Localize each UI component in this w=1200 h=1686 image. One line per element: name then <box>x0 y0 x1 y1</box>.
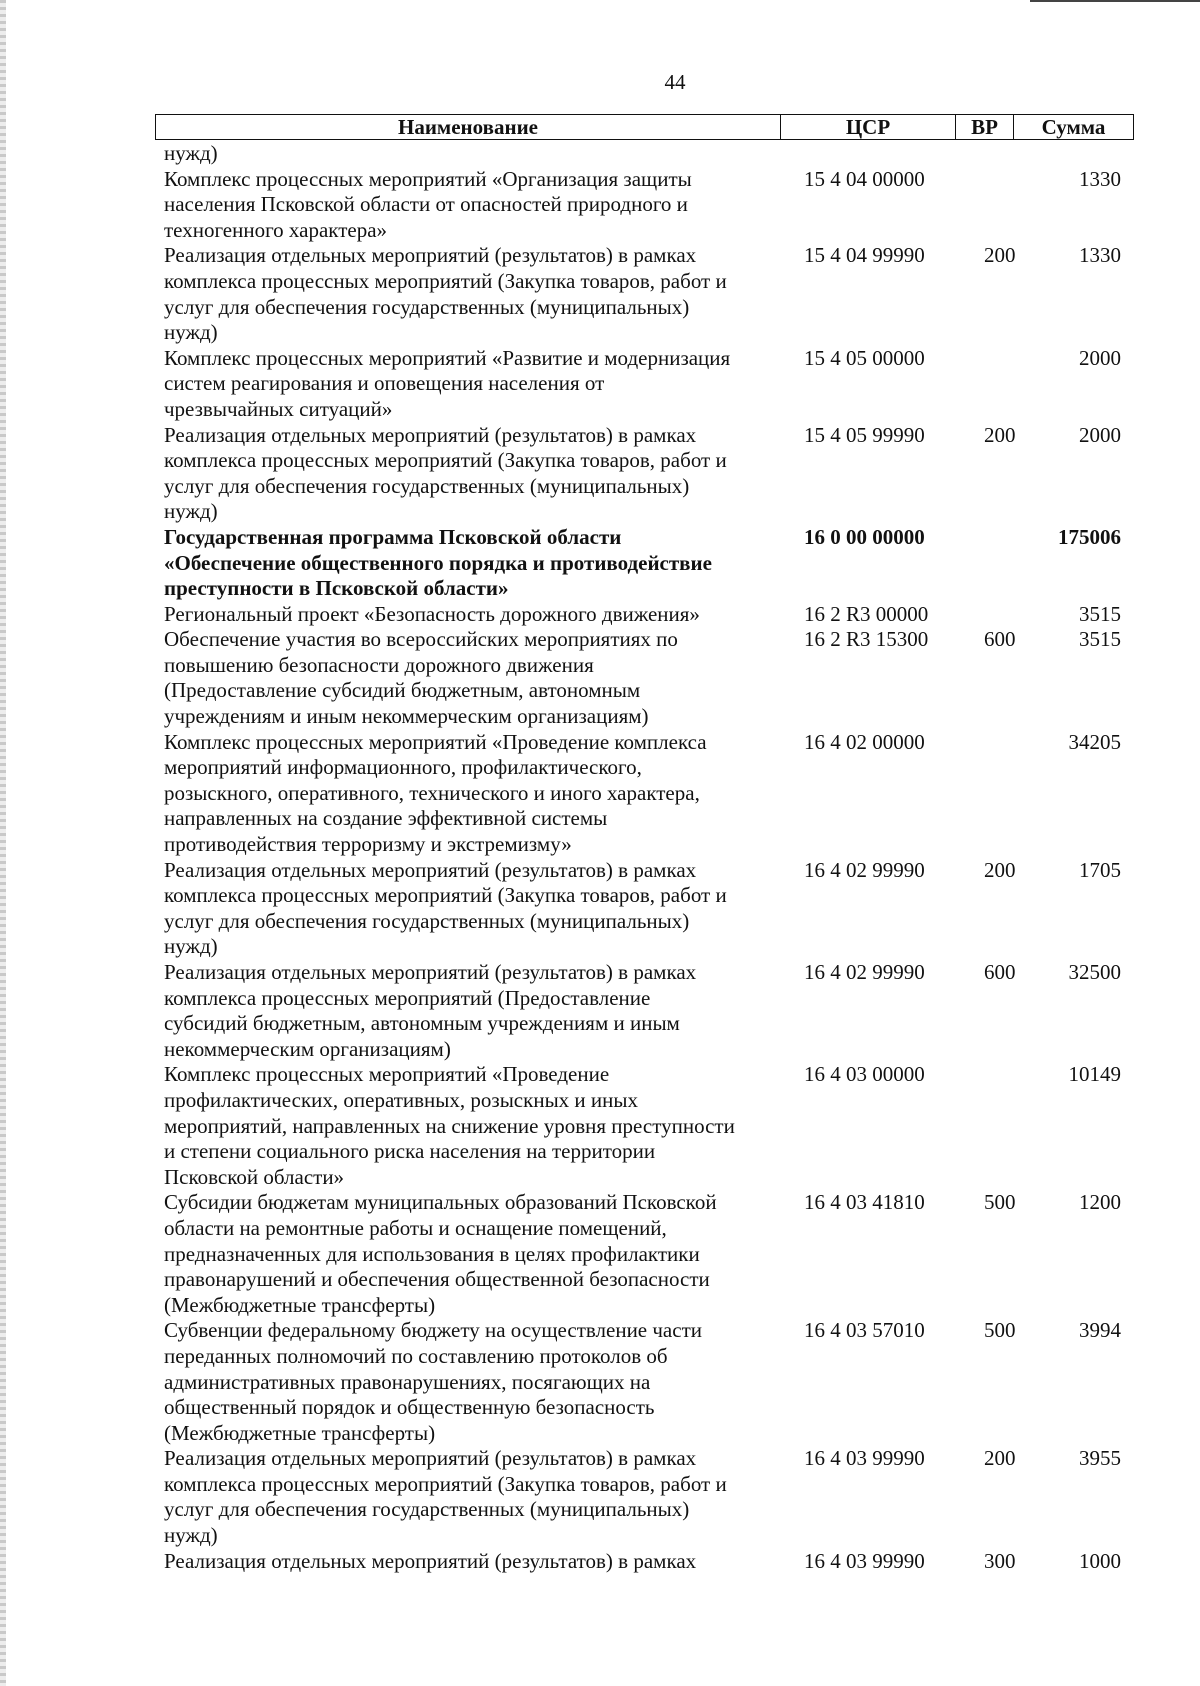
row-csr: 15 4 04 00000 <box>804 166 925 191</box>
row-sum: 3955 <box>1079 1446 1121 1471</box>
row-name: Комплекс процессных мероприятий «Организация защиты населения Псковской области от опасностей природного и техногенного характера» <box>164 166 692 242</box>
row-name: Региональный проект «Безопасность дорожного движения» <box>164 601 700 626</box>
row-csr: 16 4 02 00000 <box>804 729 925 754</box>
table-row <box>164 141 1124 167</box>
row-sum: 1330 <box>1079 166 1121 191</box>
table-body <box>164 141 1124 1574</box>
row-vr: 600 <box>984 627 1016 652</box>
row-sum: 32500 <box>1068 960 1121 984</box>
row-csr: 16 4 03 99990 <box>804 1446 925 1471</box>
row-sum: 34205 <box>1068 729 1121 754</box>
row-name: Обеспечение участия во всероссийских мероприятиях по повышению безопасности дорожного движения (Предоставление субсидий бюджетным, автономным учреждениям и иным некоммерческим организациям) <box>164 627 678 729</box>
table-row <box>164 525 1124 602</box>
header-csr: ЦСР <box>781 115 956 139</box>
table-row <box>164 346 1124 423</box>
table-row <box>164 960 1124 1062</box>
row-name: Комплекс процессных мероприятий «Проведение профилактических, оперативных, розыскных и иных мероприятий, направленных на снижение уровня преступности и степени социального риска населения на территории Псковской области» <box>164 1062 735 1189</box>
row-sum: 3515 <box>1079 627 1121 652</box>
row-name: Субвенции федеральному бюджету на осуществление части переданных полномочий по составлению протоколов об административных правонарушениях, посягающих на общественный порядок и общественную безопасность (Межбюджетные трансферты) <box>164 1318 702 1445</box>
row-vr: 200 <box>984 1446 1016 1471</box>
top-edge-rule <box>1030 0 1200 2</box>
table-row <box>164 1446 1124 1548</box>
table-row <box>164 423 1124 525</box>
row-csr: 16 4 02 99990 <box>804 960 925 984</box>
row-csr: 16 2 R3 00000 <box>804 601 929 626</box>
row-csr: 16 4 03 99990 <box>804 1548 925 1573</box>
row-csr: 16 0 00 00000 <box>804 524 925 549</box>
table-row <box>164 167 1124 244</box>
row-sum: 1000 <box>1079 1548 1121 1573</box>
row-vr: 600 <box>984 960 1016 984</box>
row-name: Субсидии бюджетам муниципальных образований Псковской области на ремонтные работы и оснащение помещений, предназначенных для использования в целях профилактики правонарушений и обеспечения общественной безопасности (Межбюджетные трансферты) <box>164 1190 717 1317</box>
row-sum: 10149 <box>1068 1062 1121 1087</box>
row-sum: 3994 <box>1079 1318 1121 1343</box>
row-vr: 200 <box>984 422 1016 447</box>
page-number: 44 <box>664 70 686 94</box>
row-name: Комплекс процессных мероприятий «Проведение комплекса мероприятий информационного, профилактического, розыскного, оперативного, технического и иного характера, направленных на создание эффективной системы противодействия терроризму и экстремизму» <box>164 729 707 857</box>
row-vr: 300 <box>984 1548 1016 1573</box>
row-name: Реализация отдельных мероприятий (результатов) в рамках комплекса процессных мероприятий (Закупка товаров, работ и услуг для обеспечения государственных (муниципальных) нужд) <box>164 1446 727 1548</box>
row-sum: 1200 <box>1079 1190 1121 1215</box>
row-csr: 15 4 04 99990 <box>804 243 925 268</box>
row-vr: 500 <box>984 1318 1016 1343</box>
row-name: Реализация отдельных мероприятий (результатов) в рамках комплекса процессных мероприятий (Закупка товаров, работ и услуг для обеспечения государственных (муниципальных) нужд) <box>164 857 727 959</box>
header-vr: ВР <box>956 115 1014 139</box>
table-row <box>164 627 1124 729</box>
row-sum: 2000 <box>1079 345 1121 370</box>
table-row <box>164 1318 1124 1446</box>
row-csr: 16 4 03 00000 <box>804 1062 925 1087</box>
table-row <box>164 1062 1124 1190</box>
row-csr: 15 4 05 99990 <box>804 422 925 447</box>
table-row <box>164 858 1124 960</box>
header-sum: Сумма <box>1041 115 1106 139</box>
table-row <box>164 243 1124 345</box>
scan-left-edge <box>0 0 6 1686</box>
row-sum: 3515 <box>1079 601 1121 626</box>
table-row <box>164 1190 1124 1318</box>
row-sum: 1705 <box>1079 857 1121 882</box>
row-csr: 16 4 03 57010 <box>804 1318 925 1343</box>
row-name: Реализация отдельных мероприятий (результатов) в рамках <box>164 1548 697 1573</box>
row-csr: 16 4 02 99990 <box>804 857 925 882</box>
table-row <box>164 602 1124 628</box>
row-vr: 200 <box>984 857 1016 882</box>
row-name: Государственная программа Псковской области «Обеспечение общественного порядка и противодействие преступности в Псковской области» <box>164 524 712 601</box>
row-csr: 15 4 05 00000 <box>804 345 925 370</box>
row-sum: 2000 <box>1079 422 1121 447</box>
row-sum: 175006 <box>1058 524 1121 549</box>
row-name: нужд) <box>164 141 218 165</box>
row-name: Реализация отдельных мероприятий (результатов) в рамках комплекса процессных мероприятий (Закупка товаров, работ и услуг для обеспечения государственных (муниципальных) нужд) <box>164 243 727 345</box>
row-name: Реализация отдельных мероприятий (результатов) в рамках комплекса процессных мероприятий (Предоставление субсидий бюджетным, автономным учреждениям и иным некоммерческим организациям) <box>164 960 697 1061</box>
row-name: Комплекс процессных мероприятий «Развитие и модернизация систем реагирования и оповещения населения от чрезвычайных ситуаций» <box>164 345 731 421</box>
header-name: Наименование <box>156 115 781 139</box>
row-name: Реализация отдельных мероприятий (результатов) в рамках комплекса процессных мероприятий (Закупка товаров, работ и услуг для обеспечения государственных (муниципальных) нужд) <box>164 422 727 524</box>
row-vr: 500 <box>984 1190 1016 1215</box>
row-sum: 1330 <box>1079 243 1121 268</box>
row-csr: 16 2 R3 15300 <box>804 627 929 652</box>
table-row <box>164 1549 1124 1575</box>
row-vr: 200 <box>984 243 1016 268</box>
row-csr: 16 4 03 41810 <box>804 1190 925 1215</box>
table-row <box>164 730 1124 858</box>
table-header <box>155 114 1134 140</box>
